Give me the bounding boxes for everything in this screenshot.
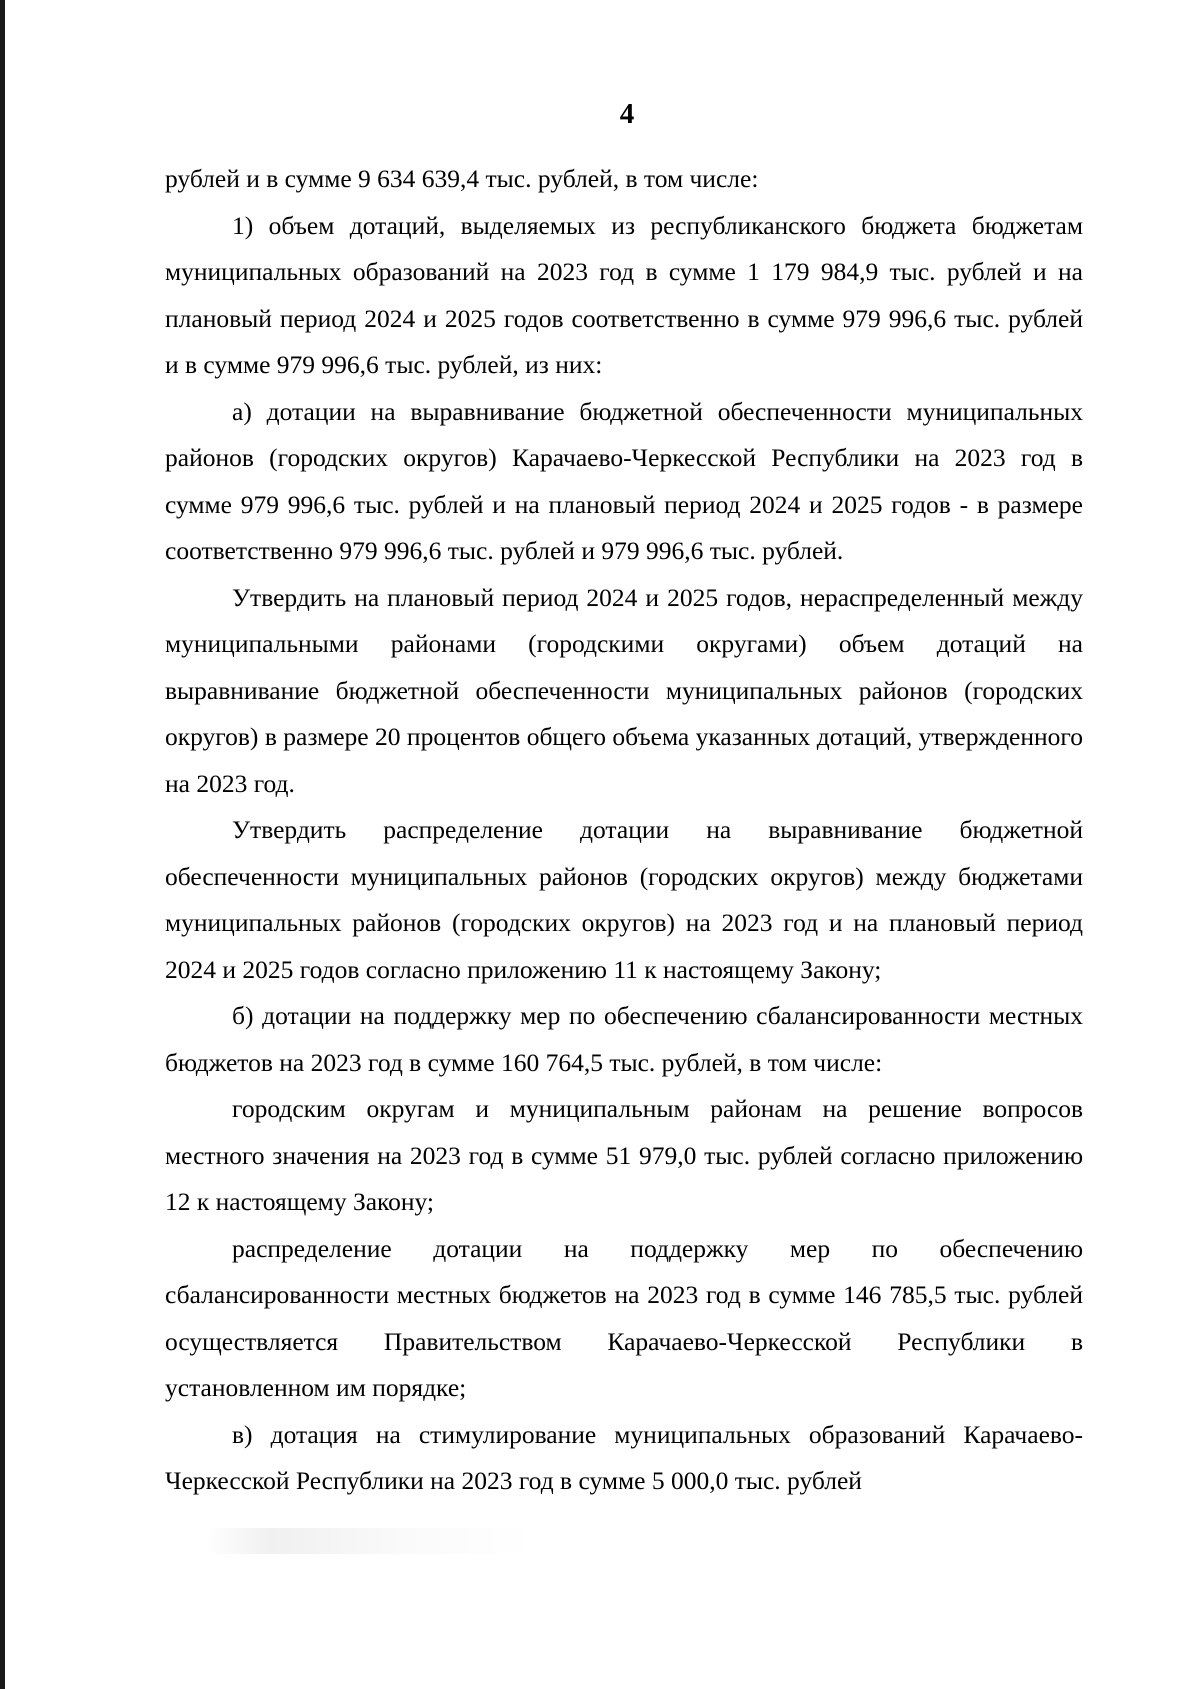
paragraph-local-issues-support: городским округам и муниципальным районам на решение вопросов местного значения на 2023 год в сумме 51 979,0 тыс. рублей согласно приложению 12 к настоящему Закону; <box>165 1094 1083 1216</box>
paragraph-item-a-equalization-subsidies: а) дотации на выравнивание бюджетной обеспеченности муниципальных районов (городских округов) Карачаево-Черкесской Республики на 2023 год в сумме 979 996,6 тыс. рублей и на плановый период 2024 и 2025 годов - в размере соответственно 979 996,6 тыс. рублей и 979 996,6 тыс. рублей. <box>165 396 1083 565</box>
paragraph-continuation: рублей и в сумме 9 634 639,4 тыс. рублей, в том числе: <box>165 164 759 193</box>
paragraph-item-1-subsidies-volume: 1) объем дотаций, выделяемых из республиканского бюджета бюджетам муниципальных образований на 2023 год в сумме 1 179 984,9 тыс. рублей и на плановый период 2024 и 2025 годов соответственно в сумме 979 996,6 тыс. рублей и в сумме 979 996,6 тыс. рублей, из них: <box>165 210 1083 379</box>
paragraph-item-c-stimulation-subsidy: в) дотация на стимулирование муниципальных образований Карачаево-Черкесской Республики на 2023 год в сумме 5 000,0 тыс. рублей <box>165 1419 1083 1495</box>
paragraph-approve-distribution: Утвердить распределение дотации на выравнивание бюджетной обеспеченности муниципальных районов (городских округов) между бюджетами муниципальных районов (городских округов) на 2023 год и на плановый период 2024 и 2025 годов согласно приложению 11 к настоящему Закону; <box>165 815 1083 984</box>
document-body <box>165 156 1083 1505</box>
paragraph-approve-undistributed-volume: Утвердить на плановый период 2024 и 2025 годов, нераспределенный между муниципальными районами (городскими округами) объем дотаций на выравнивание бюджетной обеспеченности муниципальных районов (городских округов) в размере 20 процентов общего объема указанных дотаций, утвержденного на 2023 год. <box>165 582 1083 798</box>
scan-left-edge <box>0 0 5 1689</box>
paragraph-distribution-by-government: распределение дотации на поддержку мер по обеспечению сбалансированности местных бюджетов на 2023 год в сумме 146 785,5 тыс. рублей осуществляется Правительством Карачаево-Черкесской Республики в установленном им порядке; <box>165 1233 1083 1402</box>
paragraph-item-b-balance-support: б) дотации на поддержку мер по обеспечению сбалансированности местных бюджетов на 2023 год в сумме 160 764,5 тыс. рублей, в том числе: <box>165 1001 1083 1077</box>
scan-artifact <box>205 1528 535 1554</box>
page-number: 4 <box>619 98 635 130</box>
